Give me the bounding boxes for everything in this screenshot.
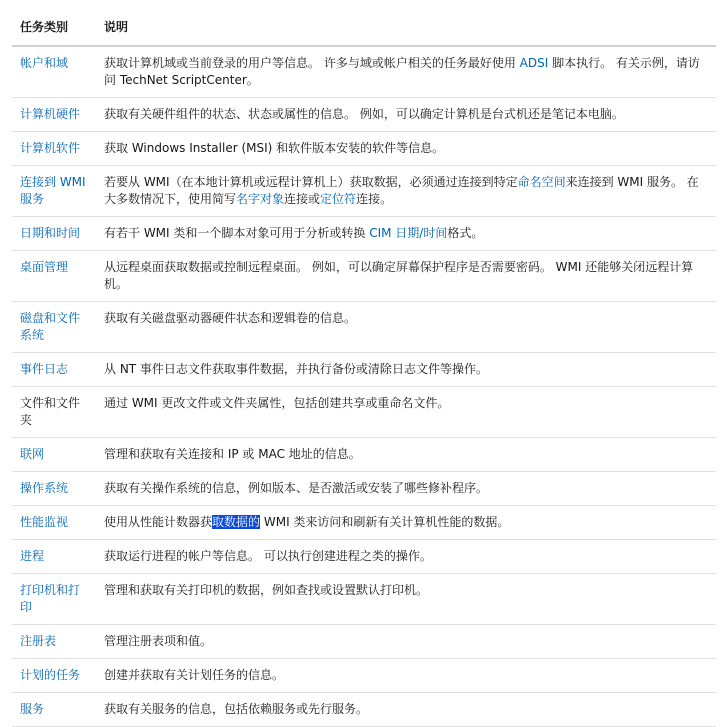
description-text: 管理和获取有关打印机的数据，例如查找或设置默认打印机。 — [104, 583, 429, 597]
description-cell — [96, 540, 716, 574]
description-text: 格式。 — [447, 226, 484, 240]
table-header-row — [12, 10, 716, 46]
table-row — [12, 217, 716, 251]
table-row — [12, 387, 716, 438]
description-cell — [96, 353, 716, 387]
header-category: 任务类别 — [12, 10, 96, 46]
description-text: 来连接到 WMI 服务。 在大多数情况下，使用简写 — [104, 175, 699, 206]
description-cell — [96, 251, 716, 302]
description-cell — [96, 46, 716, 98]
description-text: 获取有关操作系统的信息，例如版本、是否激活或安装了哪些修补程序。 — [104, 481, 489, 495]
table-row — [12, 540, 716, 574]
inline-link[interactable]: CIM 日期/时间 — [369, 226, 448, 240]
table-row — [12, 132, 716, 166]
description-text: 获取运行进程的帐户等信息。 可以执行创建进程之类的操作。 — [104, 549, 432, 563]
category-link[interactable]: 注册表 — [12, 625, 96, 659]
category-link[interactable]: 性能监视 — [12, 506, 96, 540]
description-text: 管理和获取有关连接和 IP 或 MAC 地址的信息。 — [104, 447, 361, 461]
description-cell — [96, 506, 716, 540]
description-text: 从远程桌面获取数据或控制远程桌面。 例如，可以确定屏幕保护程序是否需要密码。 WMI 还能够关闭远程计算机。 — [104, 260, 694, 291]
category-link[interactable]: 计划的任务 — [12, 659, 96, 693]
description-text: 有若干 WMI 类和一个脚本对象可用于分析或转换 — [104, 226, 370, 240]
category-link[interactable]: 连接到 WMI 服务 — [12, 166, 96, 217]
description-cell — [96, 166, 716, 217]
category-link[interactable]: 磁盘和文件系统 — [12, 302, 96, 353]
description-text: 连接。 — [356, 192, 393, 206]
category-link[interactable]: 打印机和打印 — [12, 574, 96, 625]
wmi-task-table — [12, 10, 716, 727]
category-link[interactable]: 联网 — [12, 438, 96, 472]
table-row — [12, 251, 716, 302]
selected-text: 取数据的 — [212, 515, 261, 529]
description-cell — [96, 438, 716, 472]
description-cell — [96, 574, 716, 625]
inline-link[interactable]: 命名空间 — [517, 175, 566, 189]
table-row — [12, 46, 716, 98]
description-cell — [96, 387, 716, 438]
description-text: 获取有关磁盘驱动器硬件状态和逻辑卷的信息。 — [104, 311, 357, 325]
description-cell — [96, 132, 716, 166]
description-cell — [96, 659, 716, 693]
table-row — [12, 302, 716, 353]
description-text: WMI 类来访问和刷新有关计算机性能的数据。 — [260, 515, 510, 529]
inline-link[interactable]: 名字对象 — [236, 192, 285, 206]
table-row — [12, 659, 716, 693]
description-text: 脚本执行。 有关示例，请访问 TechNet ScriptCenter。 — [104, 56, 700, 87]
table-row — [12, 625, 716, 659]
category-link[interactable]: 计算机硬件 — [12, 98, 96, 132]
description-text: 获取计算机域或当前登录的用户等信息。 许多与域或帐户相关的任务最好使用 — [104, 56, 520, 70]
category-link[interactable]: 服务 — [12, 693, 96, 727]
description-text: 管理注册表项和值。 — [104, 634, 213, 648]
description-text: 创建并获取有关计划任务的信息。 — [104, 668, 285, 682]
description-cell — [96, 693, 716, 727]
category-label: 文件和文件夹 — [12, 387, 96, 438]
category-link[interactable]: 事件日志 — [12, 353, 96, 387]
category-link[interactable]: 计算机软件 — [12, 132, 96, 166]
table-row — [12, 353, 716, 387]
description-text: 若要从 WMI（在本地计算机或远程计算机上）获取数据，必须通过连接到特定 — [104, 175, 518, 189]
description-text: 通过 WMI 更改文件或文件夹属性，包括创建共享或重命名文件。 — [104, 396, 450, 410]
header-description: 说明 — [96, 10, 716, 46]
table-row — [12, 506, 716, 540]
description-text: 获取有关服务的信息，包括依赖服务或先行服务。 — [104, 702, 369, 716]
description-cell — [96, 217, 716, 251]
description-cell — [96, 302, 716, 353]
category-link[interactable]: 日期和时间 — [12, 217, 96, 251]
table-row — [12, 472, 716, 506]
table-row — [12, 693, 716, 727]
inline-link[interactable]: 定位符 — [320, 192, 357, 206]
description-cell — [96, 98, 716, 132]
table-row — [12, 574, 716, 625]
category-link[interactable]: 帐户和域 — [12, 46, 96, 98]
description-text: 连接或 — [284, 192, 321, 206]
description-text: 获取 Windows Installer (MSI) 和软件版本安装的软件等信息。 — [104, 141, 445, 155]
description-cell — [96, 625, 716, 659]
inline-link[interactable]: ADSI — [519, 56, 549, 70]
table-row — [12, 98, 716, 132]
description-text: 获取有关硬件组件的状态、状态或属性的信息。 例如，可以确定计算机是台式机还是笔记本电脑。 — [104, 107, 624, 121]
category-link[interactable]: 桌面管理 — [12, 251, 96, 302]
category-link[interactable]: 进程 — [12, 540, 96, 574]
table-row — [12, 166, 716, 217]
description-cell — [96, 472, 716, 506]
category-link[interactable]: 操作系统 — [12, 472, 96, 506]
description-text: 使用从性能计数器获 — [104, 515, 213, 529]
description-text: 从 NT 事件日志文件获取事件数据，并执行备份或清除日志文件等操作。 — [104, 362, 488, 376]
table-row — [12, 438, 716, 472]
